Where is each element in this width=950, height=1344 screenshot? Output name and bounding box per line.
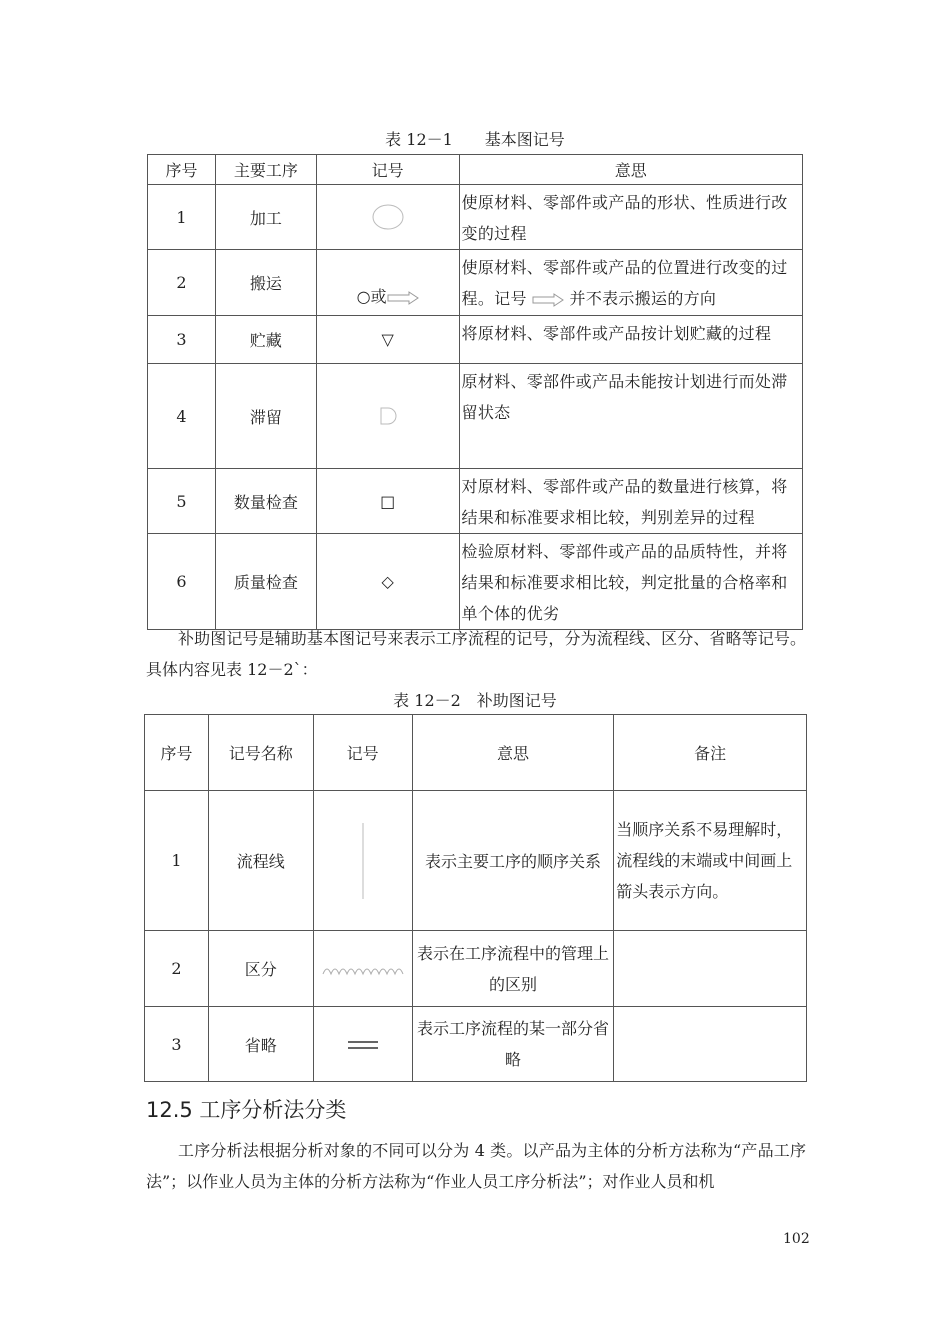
table-row — [148, 534, 803, 630]
table2-header-no: 序号 — [145, 715, 209, 791]
symbol-cell — [316, 250, 459, 316]
process-name: 数量检查 — [215, 469, 316, 534]
diamond-symbol: ◇ — [316, 534, 459, 630]
table1-header-no: 序号 — [148, 155, 216, 185]
meaning-text: 使原材料、零部件或产品的形状、性质进行改变的过程 — [459, 185, 802, 250]
meaning-text: 将原材料、零部件或产品按计划贮藏的过程 — [459, 316, 802, 364]
meaning-text: 检验原材料、零部件或产品的品质特性，并将结果和标准要求相比较，判定批量的合格率和单个体的优劣 — [459, 534, 802, 630]
meaning-text: 表示工序流程的某一部分省略 — [412, 1007, 614, 1082]
table1-header-row — [148, 155, 803, 185]
table-row — [145, 1007, 807, 1082]
double-line-icon — [347, 1038, 379, 1052]
ellipse-icon — [371, 203, 405, 231]
page-number: 102 — [783, 1231, 810, 1247]
vertical-line-icon — [358, 821, 368, 901]
table-row — [145, 791, 807, 931]
symbol-cell — [316, 364, 459, 469]
table2-supplementary-symbols — [144, 714, 807, 1082]
d-shape-icon — [378, 406, 398, 426]
hollow-arrow-icon — [387, 291, 419, 305]
row-number: 6 — [148, 534, 216, 630]
row-number: 5 — [148, 469, 216, 534]
symbol-name: 流程线 — [208, 791, 313, 931]
symbol-text: ○或 — [356, 287, 387, 306]
hollow-arrow-icon — [532, 293, 564, 307]
table2-header-symbol: 记号 — [313, 715, 412, 791]
square-symbol: □ — [316, 469, 459, 534]
meaning-text — [459, 250, 802, 316]
symbol-cell — [316, 185, 459, 250]
symbol-cell — [313, 791, 412, 931]
table-row — [148, 250, 803, 316]
process-name: 质量检查 — [215, 534, 316, 630]
wavy-line-icon — [321, 960, 405, 978]
symbol-name: 省略 — [208, 1007, 313, 1082]
table-row — [145, 931, 807, 1007]
table1-basic-symbols — [147, 154, 803, 630]
triangle-down-symbol: ▽ — [316, 316, 459, 364]
symbol-cell — [313, 1007, 412, 1082]
table-row — [148, 185, 803, 250]
row-number: 3 — [145, 1007, 209, 1082]
table-row — [148, 316, 803, 364]
table1-header-meaning: 意思 — [459, 155, 802, 185]
paragraph-supplementary-symbols: 补助图记号是辅助基本图记号来表示工序流程的记号，分为流程线、区分、省略等记号。具体内容见表 12－2`： — [146, 629, 806, 679]
section-body: 工序分析法根据分析对象的不同可以分为 4 类。以产品为主体的分析方法称为“产品工序法”；以作业人员为主体的分析方法称为“作业人员工序分析法”；对作业人员和机 — [146, 1141, 806, 1191]
table1-caption: 表 12－1 基本图记号 — [385, 130, 565, 149]
meaning-text: 原材料、零部件或产品未能按计划进行而处滞留状态 — [459, 364, 802, 469]
meaning-text: 对原材料、零部件或产品的数量进行核算，将结果和标准要求相比较，判别差异的过程 — [459, 469, 802, 534]
row-number: 1 — [145, 791, 209, 931]
meaning-part-a: 使原材料、零部件或产品的位置进行改变的过程。记号 — [461, 258, 788, 308]
table1-header-symbol: 记号 — [316, 155, 459, 185]
table2-header-row — [145, 715, 807, 791]
row-number: 3 — [148, 316, 216, 364]
note-text — [614, 1007, 807, 1082]
row-number: 4 — [148, 364, 216, 469]
process-name: 加工 — [215, 185, 316, 250]
meaning-text: 表示主要工序的顺序关系 — [412, 791, 614, 931]
process-name: 搬运 — [215, 250, 316, 316]
meaning-text: 表示在工序流程中的管理上的区别 — [412, 931, 614, 1007]
process-name: 滞留 — [215, 364, 316, 469]
table2-header-name: 记号名称 — [208, 715, 313, 791]
table2-header-meaning: 意思 — [412, 715, 614, 791]
process-name: 贮藏 — [215, 316, 316, 364]
table2-header-note: 备注 — [614, 715, 807, 791]
table-row — [148, 469, 803, 534]
row-number: 2 — [145, 931, 209, 1007]
note-text — [614, 931, 807, 1007]
meaning-part-b: 并不表示搬运的方向 — [569, 289, 717, 308]
symbol-name: 区分 — [208, 931, 313, 1007]
note-text: 当顺序关系不易理解时，流程线的末端或中间画上箭头表示方向。 — [614, 791, 807, 931]
table-row — [148, 364, 803, 469]
section-heading: 12.5 工序分析法分类 — [146, 1098, 347, 1122]
table1-header-process: 主要工序 — [215, 155, 316, 185]
row-number: 2 — [148, 250, 216, 316]
row-number: 1 — [148, 185, 216, 250]
symbol-cell — [313, 931, 412, 1007]
table2-caption: 表 12－2 补助图记号 — [393, 691, 557, 710]
